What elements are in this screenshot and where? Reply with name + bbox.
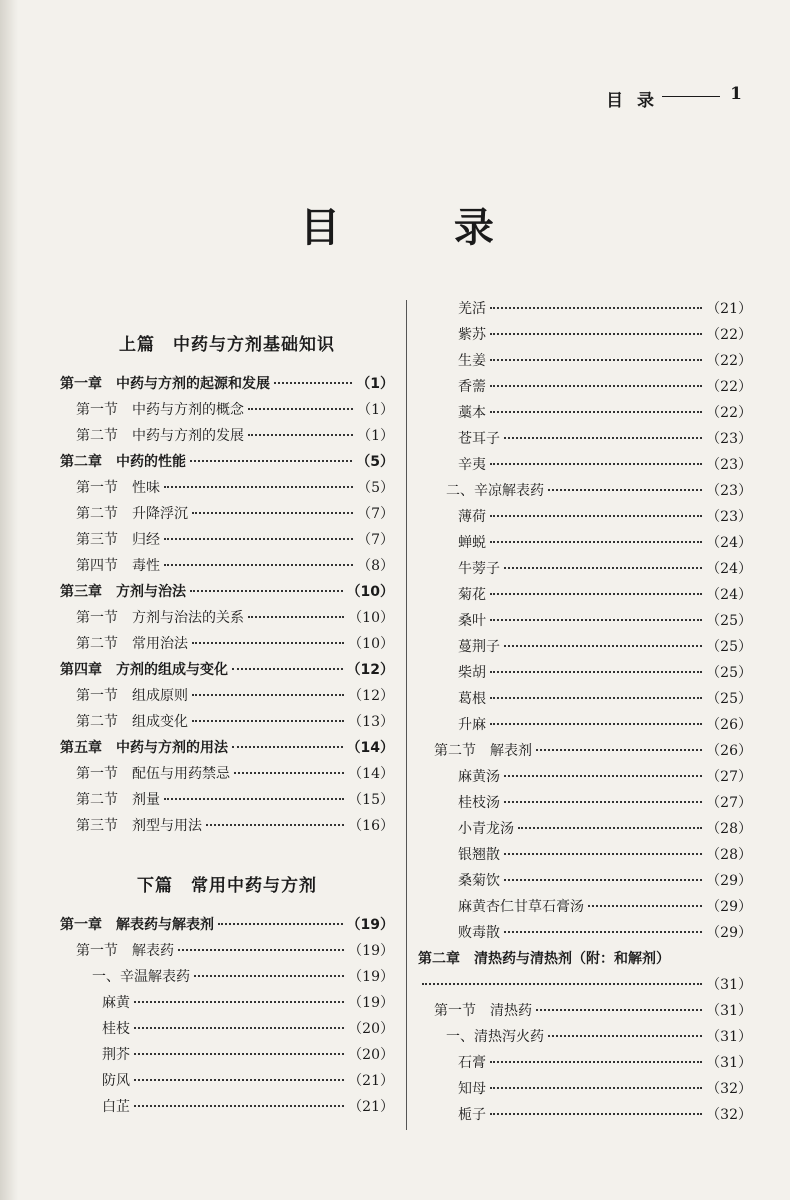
toc-leader-dots <box>490 541 702 543</box>
toc-entry-label: 麻黄 <box>102 995 130 1011</box>
toc-leader-dots <box>178 949 344 951</box>
toc-entry-page: （14） <box>348 766 394 782</box>
toc-leader-dots <box>248 434 353 436</box>
toc-entry-label: 第一节 方剂与治法的关系 <box>76 610 244 626</box>
toc-leader-dots <box>588 905 702 907</box>
toc-entry <box>60 477 394 503</box>
column-divider <box>406 300 407 1130</box>
toc-entry-page: （25） <box>706 613 752 629</box>
page-edge-shadow <box>0 0 18 1200</box>
toc-entry-page: （7） <box>357 532 394 548</box>
toc-entry-page: （14） <box>346 740 394 756</box>
toc-entry <box>60 1070 394 1096</box>
toc-entry-page: （26） <box>706 717 752 733</box>
toc-entry <box>418 818 752 844</box>
toc-entry <box>418 974 752 1000</box>
toc-entry <box>60 399 394 425</box>
toc-entry-label: 香薷 <box>458 379 486 395</box>
toc-entry-page: （27） <box>706 795 752 811</box>
toc-entry-label: 苍耳子 <box>458 431 500 447</box>
toc-entry-label: 辛夷 <box>458 457 486 473</box>
toc-entry-label: 一、清热泻火药 <box>446 1029 544 1045</box>
toc-entry-page: （5） <box>357 480 394 496</box>
toc-entry <box>418 558 752 584</box>
left-part1-list <box>60 373 394 841</box>
left-part2-list <box>60 914 394 1122</box>
toc-entry-page: （23） <box>706 483 752 499</box>
toc-entry <box>60 685 394 711</box>
toc-entry-label: 小青龙汤 <box>458 821 514 837</box>
toc-entry-page: （23） <box>706 431 752 447</box>
toc-entry-label: 桂枝 <box>102 1021 130 1037</box>
toc-entry <box>418 766 752 792</box>
toc-leader-dots <box>490 723 702 725</box>
toc-leader-dots <box>504 567 702 569</box>
toc-leader-dots <box>490 619 702 621</box>
toc-entry-label: 第一节 中药与方剂的概念 <box>76 402 244 418</box>
toc-leader-dots <box>490 671 702 673</box>
toc-entry-page: （25） <box>706 665 752 681</box>
toc-entry <box>418 688 752 714</box>
toc-entry-label: 败毒散 <box>458 925 500 941</box>
page-title: 目 录 <box>300 205 544 251</box>
toc-leader-dots <box>504 931 702 933</box>
toc-leader-dots <box>192 512 353 514</box>
toc-entry <box>60 940 394 966</box>
toc-leader-dots <box>490 411 702 413</box>
toc-leader-dots <box>248 616 344 618</box>
toc-entry <box>418 740 752 766</box>
toc-leader-dots <box>218 923 343 925</box>
toc-entry-label: 薄荷 <box>458 509 486 525</box>
toc-leader-dots <box>248 408 353 410</box>
toc-entry <box>60 1018 394 1044</box>
toc-entry-label: 第五章 中药与方剂的用法 <box>60 740 228 756</box>
right-column <box>418 298 752 1130</box>
toc-entry <box>60 659 394 685</box>
toc-entry-label: 防风 <box>102 1073 130 1089</box>
toc-entry <box>60 737 394 763</box>
toc-entry-label: 麻黄杏仁甘草石膏汤 <box>458 899 584 915</box>
header-rule <box>662 96 720 97</box>
toc-entry-label: 菊花 <box>458 587 486 603</box>
toc-entry-label: 第二章 清热药与清热剂（附：和解剂） <box>418 951 670 967</box>
toc-entry-label: 第四节 毒性 <box>76 558 160 574</box>
toc-entry <box>60 1096 394 1122</box>
toc-leader-dots <box>518 827 702 829</box>
toc-entry <box>418 792 752 818</box>
toc-leader-dots <box>192 720 344 722</box>
toc-entry <box>60 914 394 940</box>
toc-leader-dots <box>232 668 343 670</box>
toc-entry-page: （22） <box>706 405 752 421</box>
toc-leader-dots <box>134 1027 344 1029</box>
toc-leader-dots <box>164 564 353 566</box>
toc-entry-page: （26） <box>706 743 752 759</box>
toc-leader-dots <box>422 983 702 985</box>
toc-entry <box>418 1078 752 1104</box>
toc-entry-label: 第一节 配伍与用药禁忌 <box>76 766 230 782</box>
toc-entry-page: （29） <box>706 925 752 941</box>
toc-entry-page: （31） <box>706 1055 752 1071</box>
toc-entry-page: （20） <box>348 1021 394 1037</box>
toc-entry-label: 第二节 解表剂 <box>434 743 532 759</box>
toc-entry-page: （25） <box>706 691 752 707</box>
toc-entry-label: 葛根 <box>458 691 486 707</box>
toc-entry-label: 蝉蜕 <box>458 535 486 551</box>
toc-entry-label: 第四章 方剂的组成与变化 <box>60 662 228 678</box>
toc-entry-label: 银翘散 <box>458 847 500 863</box>
toc-entry-label: 第二章 中药的性能 <box>60 454 186 470</box>
toc-entry-label: 第二节 常用治法 <box>76 636 188 652</box>
toc-entry <box>60 503 394 529</box>
toc-entry-label: 第三节 归经 <box>76 532 160 548</box>
toc-leader-dots <box>192 694 344 696</box>
header-page-number: 1 <box>730 84 742 104</box>
toc-leader-dots <box>490 359 702 361</box>
toc-entry-label: 第一节 性味 <box>76 480 160 496</box>
toc-entry <box>418 948 752 974</box>
toc-entry-page: （31） <box>706 1029 752 1045</box>
toc-entry-label: 白芷 <box>102 1099 130 1115</box>
toc-entry-label: 二、辛凉解表药 <box>446 483 544 499</box>
toc-entry-label: 第一章 中药与方剂的起源和发展 <box>60 376 270 392</box>
toc-leader-dots <box>206 824 344 826</box>
toc-leader-dots <box>490 1087 702 1089</box>
toc-entry-label: 第一节 组成原则 <box>76 688 188 704</box>
left-column <box>60 330 394 1122</box>
toc-entry-page: （24） <box>706 561 752 577</box>
toc-leader-dots <box>164 538 353 540</box>
toc-entry <box>418 844 752 870</box>
toc-leader-dots <box>190 460 352 462</box>
toc-entry-page: （1） <box>356 376 394 392</box>
toc-entry <box>60 373 394 399</box>
toc-entry <box>418 636 752 662</box>
header-title: 目 录 <box>606 91 658 111</box>
toc-entry <box>60 425 394 451</box>
toc-entry-page: （10） <box>346 584 394 600</box>
running-header <box>0 0 790 120</box>
toc-entry <box>418 662 752 688</box>
toc-entry <box>60 815 394 841</box>
toc-entry-label: 第三章 方剂与治法 <box>60 584 186 600</box>
toc-leader-dots <box>164 486 353 488</box>
toc-entry-page: （22） <box>706 353 752 369</box>
toc-entry-label: 第一节 解表药 <box>76 943 174 959</box>
toc-entry <box>418 1000 752 1026</box>
toc-entry-page: （19） <box>346 917 394 933</box>
toc-entry <box>60 451 394 477</box>
toc-entry-label: 栀子 <box>458 1107 486 1123</box>
toc-entry-page: （28） <box>706 821 752 837</box>
toc-entry <box>418 714 752 740</box>
toc-leader-dots <box>490 1113 702 1115</box>
toc-leader-dots <box>490 307 702 309</box>
toc-entry-label: 桑菊饮 <box>458 873 500 889</box>
toc-entry-page: （25） <box>706 639 752 655</box>
toc-entry <box>60 1044 394 1070</box>
toc-entry <box>418 480 752 506</box>
toc-leader-dots <box>504 879 702 881</box>
toc-leader-dots <box>504 801 702 803</box>
toc-entry <box>418 506 752 532</box>
toc-entry-page: （19） <box>348 995 394 1011</box>
toc-entry-page: （15） <box>348 792 394 808</box>
toc-leader-dots <box>192 642 344 644</box>
toc-entry-page: （32） <box>706 1107 752 1123</box>
toc-entry <box>418 324 752 350</box>
toc-entry-label: 第二节 升降浮沉 <box>76 506 188 522</box>
toc-entry-page: （29） <box>706 873 752 889</box>
toc-entry-label: 一、辛温解表药 <box>92 969 190 985</box>
toc-entry-label: 柴胡 <box>458 665 486 681</box>
toc-entry <box>418 1026 752 1052</box>
toc-entry-label: 荆芥 <box>102 1047 130 1063</box>
toc-leader-dots <box>490 1061 702 1063</box>
toc-entry-page: （22） <box>706 379 752 395</box>
toc-entry-page: （8） <box>357 558 394 574</box>
toc-entry-page: （21） <box>348 1073 394 1089</box>
toc-leader-dots <box>274 382 352 384</box>
toc-leader-dots <box>504 775 702 777</box>
toc-entry-label: 石膏 <box>458 1055 486 1071</box>
toc-leader-dots <box>194 975 344 977</box>
toc-entry-label: 麻黄汤 <box>458 769 500 785</box>
toc-entry-label: 第三节 剂型与用法 <box>76 818 202 834</box>
toc-entry <box>60 607 394 633</box>
toc-entry <box>418 1052 752 1078</box>
toc-entry <box>60 711 394 737</box>
toc-entry-label: 藁本 <box>458 405 486 421</box>
toc-leader-dots <box>134 1079 344 1081</box>
right-list <box>418 298 752 1130</box>
toc-entry-page: （23） <box>706 457 752 473</box>
toc-entry-page: （10） <box>348 610 394 626</box>
toc-entry-page: （19） <box>348 969 394 985</box>
toc-entry <box>418 402 752 428</box>
toc-entry <box>418 428 752 454</box>
toc-entry-page: （31） <box>706 977 752 993</box>
toc-entry-page: （1） <box>357 428 394 444</box>
toc-leader-dots <box>490 385 702 387</box>
toc-entry <box>418 454 752 480</box>
toc-entry <box>418 532 752 558</box>
toc-entry <box>418 376 752 402</box>
toc-entry <box>60 555 394 581</box>
toc-leader-dots <box>490 697 702 699</box>
toc-leader-dots <box>536 1009 702 1011</box>
toc-entry-label: 知母 <box>458 1081 486 1097</box>
toc-entry-page: （19） <box>348 943 394 959</box>
toc-entry-page: （16） <box>348 818 394 834</box>
toc-entry-page: （10） <box>348 636 394 652</box>
toc-entry <box>418 610 752 636</box>
toc-entry-label: 蔓荆子 <box>458 639 500 655</box>
toc-entry-label: 牛蒡子 <box>458 561 500 577</box>
toc-entry <box>418 896 752 922</box>
toc-entry-label: 第二节 剂量 <box>76 792 160 808</box>
toc-entry-page: （32） <box>706 1081 752 1097</box>
toc-entry-label: 第二节 中药与方剂的发展 <box>76 428 244 444</box>
toc-entry-page: （24） <box>706 535 752 551</box>
toc-leader-dots <box>134 1105 344 1107</box>
toc-entry-page: （13） <box>348 714 394 730</box>
toc-entry-page: （21） <box>348 1099 394 1115</box>
toc-entry-page: （24） <box>706 587 752 603</box>
toc-entry-label: 生姜 <box>458 353 486 369</box>
toc-entry <box>418 1104 752 1130</box>
part-title-lower: 下篇 常用中药与方剂 <box>137 876 317 896</box>
toc-entry-page: （1） <box>357 402 394 418</box>
toc-leader-dots <box>232 746 343 748</box>
toc-leader-dots <box>504 437 702 439</box>
toc-leader-dots <box>134 1053 344 1055</box>
toc-leader-dots <box>504 645 702 647</box>
toc-entry-page: （20） <box>348 1047 394 1063</box>
toc-leader-dots <box>164 798 344 800</box>
toc-entry-label: 第一章 解表药与解表剂 <box>60 917 214 933</box>
part-title-upper: 上篇 中药与方剂基础知识 <box>119 335 335 355</box>
toc-entry <box>418 870 752 896</box>
toc-leader-dots <box>490 333 702 335</box>
toc-leader-dots <box>490 593 702 595</box>
toc-entry <box>60 581 394 607</box>
toc-entry <box>60 992 394 1018</box>
toc-entry-page: （31） <box>706 1003 752 1019</box>
toc-entry-label: 桑叶 <box>458 613 486 629</box>
toc-leader-dots <box>548 489 702 491</box>
toc-entry-page: （28） <box>706 847 752 863</box>
toc-leader-dots <box>134 1001 344 1003</box>
toc-entry-label: 紫苏 <box>458 327 486 343</box>
toc-entry-label: 桂枝汤 <box>458 795 500 811</box>
toc-entry <box>418 922 752 948</box>
toc-entry <box>60 763 394 789</box>
toc-leader-dots <box>490 515 702 517</box>
toc-entry-page: （5） <box>356 454 394 470</box>
toc-leader-dots <box>234 772 344 774</box>
toc-entry-page: （12） <box>346 662 394 678</box>
toc-entry-page: （21） <box>706 301 752 317</box>
toc-entry-label: 升麻 <box>458 717 486 733</box>
toc-leader-dots <box>504 853 702 855</box>
toc-entry-page: （22） <box>706 327 752 343</box>
toc-entry-page: （23） <box>706 509 752 525</box>
toc-leader-dots <box>548 1035 702 1037</box>
toc-entry-label: 第二节 组成变化 <box>76 714 188 730</box>
toc-entry-label: 第一节 清热药 <box>434 1003 532 1019</box>
toc-entry-page: （7） <box>357 506 394 522</box>
toc-entry <box>418 350 752 376</box>
toc-entry <box>60 529 394 555</box>
toc-entry-page: （29） <box>706 899 752 915</box>
toc-entry-label: 羌活 <box>458 301 486 317</box>
toc-entry <box>418 298 752 324</box>
toc-leader-dots <box>490 463 702 465</box>
toc-entry-page: （27） <box>706 769 752 785</box>
toc-leader-dots <box>536 749 702 751</box>
toc-entry-page: （12） <box>348 688 394 704</box>
toc-entry <box>60 966 394 992</box>
toc-entry <box>418 584 752 610</box>
toc-leader-dots <box>190 590 343 592</box>
toc-entry <box>60 789 394 815</box>
toc-entry <box>60 633 394 659</box>
